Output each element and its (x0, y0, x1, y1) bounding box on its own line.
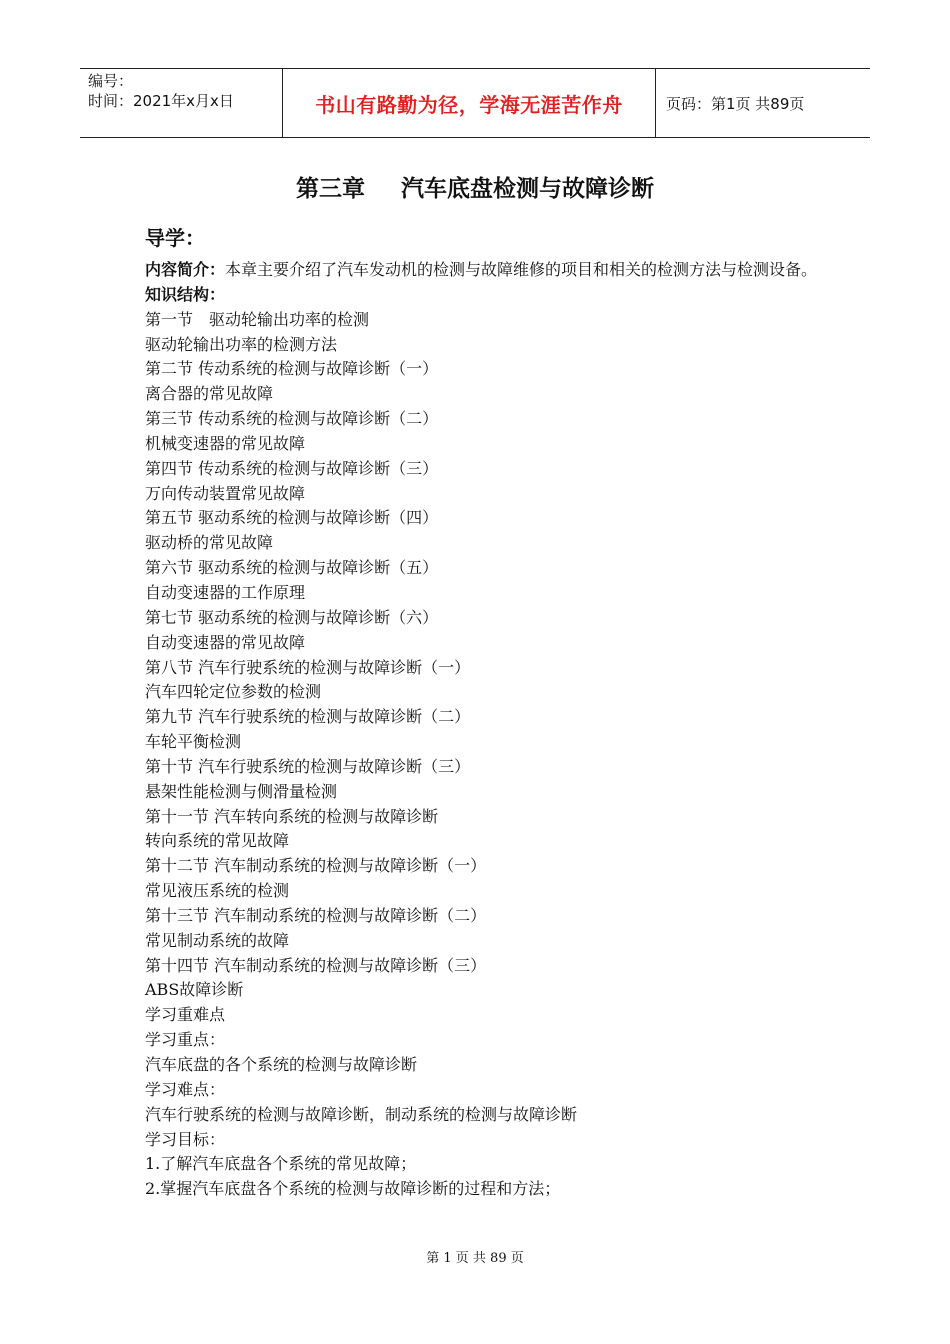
content-line: ABS故障诊断 (145, 980, 244, 1000)
content-line: 第八节 汽车行驶系统的检测与故障诊断（一） (145, 657, 471, 677)
content-line: 自动变速器的常见故障 (145, 632, 306, 652)
structure-label: 知识结构： (145, 284, 226, 304)
content-line: 学习重点： (145, 1030, 226, 1050)
structure-lines (145, 308, 825, 1202)
content-line: 驱动轮输出功率的检测方法 (145, 334, 338, 354)
content-line: 自动变速器的工作原理 (145, 582, 306, 602)
chapter-number: 第三章 (296, 176, 365, 202)
content-line: 驱动桥的常见故障 (145, 533, 274, 553)
content-line: 第六节 驱动系统的检测与故障诊断（五） (145, 558, 439, 578)
content-line: 第四节 传动系统的检测与故障诊断（三） (145, 458, 439, 478)
content-line: 车轮平衡检测 (145, 732, 242, 752)
content-line: 常见制动系统的故障 (145, 930, 290, 950)
content-line: 第十二节 汽车制动系统的检测与故障诊断（一） (145, 856, 487, 876)
chapter-title (0, 170, 950, 203)
content-line: 离合器的常见故障 (145, 384, 274, 404)
content-line: 第一节 驱动轮输出功率的检测 (145, 309, 370, 329)
content-line: 第七节 驱动系统的检测与故障诊断（六） (145, 607, 439, 627)
content-line: 汽车四轮定位参数的检测 (145, 682, 322, 702)
content-line: 1.了解汽车底盘各个系统的常见故障； (145, 1154, 417, 1174)
content-line: 第九节 汽车行驶系统的检测与故障诊断（二） (145, 707, 471, 727)
content-line: 转向系统的常见故障 (145, 831, 290, 851)
header-left-cell (80, 69, 282, 137)
guide-heading: 导学： (145, 226, 205, 250)
header-motto: 书山有路勤为径，学海无涯苦作舟 (282, 69, 656, 137)
content-intro (145, 258, 825, 283)
document-date-label: 时间：2021年x月x日 (88, 92, 234, 110)
content-line: 悬架性能检测与侧滑量检测 (145, 781, 338, 801)
content-line: 学习重难点 (145, 1005, 226, 1025)
content-line: 第十节 汽车行驶系统的检测与故障诊断（三） (145, 756, 471, 776)
content-line: 第五节 驱动系统的检测与故障诊断（四） (145, 508, 439, 528)
content-line: 第十三节 汽车制动系统的检测与故障诊断（二） (145, 905, 487, 925)
intro-label: 内容简介： (145, 260, 226, 279)
document-body (145, 258, 825, 1202)
content-line: 第三节 传动系统的检测与故障诊断（二） (145, 409, 439, 429)
content-line: 第十四节 汽车制动系统的检测与故障诊断（三） (145, 955, 487, 975)
content-line: 第二节 传动系统的检测与故障诊断（一） (145, 359, 439, 379)
header-page-label: 页码：第1页 共89页 (666, 94, 805, 113)
content-line: 常见液压系统的检测 (145, 881, 290, 901)
intro-text: 本章主要介绍了汽车发动机的检测与故障维修的项目和相关的检测方法与检测设备。 (225, 260, 818, 279)
content-line: 机械变速器的常见故障 (145, 433, 306, 453)
page-header (80, 68, 870, 138)
chapter-name: 汽车底盘检测与故障诊断 (401, 176, 654, 202)
content-line: 学习难点： (145, 1079, 226, 1099)
page-footer: 第 1 页 共 89 页 (426, 1251, 524, 1266)
content-line: 第十一节 汽车转向系统的检测与故障诊断 (145, 806, 439, 826)
content-line: 2.掌握汽车底盘各个系统的检测与故障诊断的过程和方法； (145, 1179, 561, 1199)
content-line: 汽车行驶系统的检测与故障诊断，制动系统的检测与故障诊断 (145, 1104, 578, 1124)
document-number-label: 编号： (88, 72, 134, 90)
content-line: 万向传动装置常见故障 (145, 483, 306, 503)
content-line: 汽车底盘的各个系统的检测与故障诊断 (145, 1055, 418, 1074)
content-line: 学习目标： (145, 1129, 226, 1149)
